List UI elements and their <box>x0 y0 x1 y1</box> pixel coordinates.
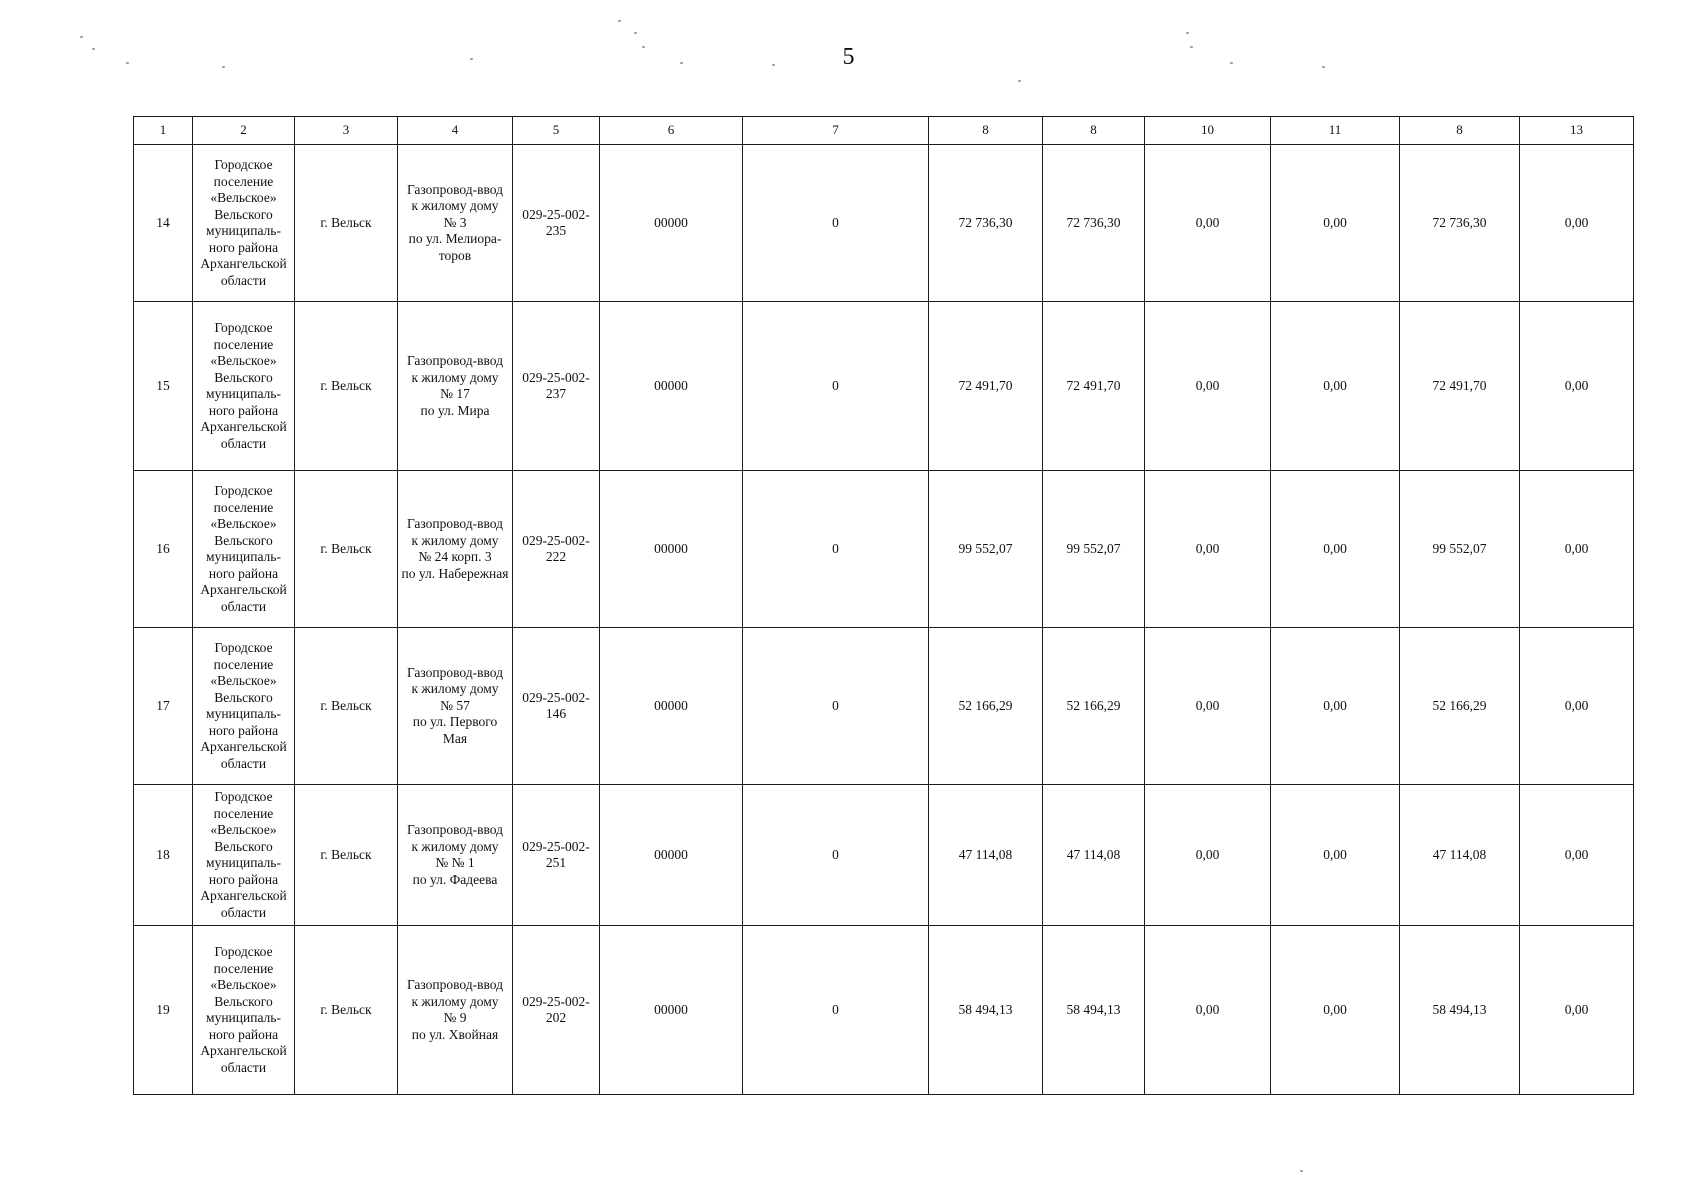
col7-cell: 0 <box>743 302 929 471</box>
amount-cell: 0,00 <box>1271 926 1400 1095</box>
amount-cell: 99 552,07 <box>1400 471 1520 628</box>
city-cell: г. Вельск <box>295 145 398 302</box>
amount-cell: 0,00 <box>1145 471 1271 628</box>
col7-cell: 0 <box>743 628 929 785</box>
owner-cell: Городское поселение «Вельское» Вельского муниципаль- ного района Архангельской области <box>193 785 295 926</box>
row-number: 17 <box>134 628 193 785</box>
code-cell: 029-25-002- 237 <box>513 302 600 471</box>
amount-cell: 0,00 <box>1271 785 1400 926</box>
table-row <box>134 926 1634 1095</box>
amount-cell: 0,00 <box>1520 628 1634 785</box>
column-number-row <box>134 117 1634 145</box>
amount-cell: 0,00 <box>1145 302 1271 471</box>
scan-speck <box>618 20 621 22</box>
row-number: 16 <box>134 471 193 628</box>
table-row <box>134 628 1634 785</box>
code-cell: 029-25-002- 222 <box>513 471 600 628</box>
column-number: 10 <box>1145 117 1271 145</box>
column-number: 6 <box>600 117 743 145</box>
amount-cell: 58 494,13 <box>1400 926 1520 1095</box>
city-cell: г. Вельск <box>295 785 398 926</box>
col7-cell: 0 <box>743 471 929 628</box>
owner-cell: Городское поселение «Вельское» Вельского муниципаль- ного района Архангельской области <box>193 302 295 471</box>
col7-cell: 0 <box>743 926 929 1095</box>
amount-cell: 47 114,08 <box>1043 785 1145 926</box>
city-cell: г. Вельск <box>295 302 398 471</box>
owner-cell: Городское поселение «Вельское» Вельского муниципаль- ного района Архангельской области <box>193 628 295 785</box>
row-number: 18 <box>134 785 193 926</box>
col7-cell: 0 <box>743 145 929 302</box>
city-cell: г. Вельск <box>295 471 398 628</box>
col6-cell: 00000 <box>600 926 743 1095</box>
code-cell: 029-25-002- 235 <box>513 145 600 302</box>
col6-cell: 00000 <box>600 471 743 628</box>
amount-cell: 0,00 <box>1271 628 1400 785</box>
amount-cell: 0,00 <box>1520 145 1634 302</box>
object-cell: Газопровод-ввод к жилому дому № № 1 по ул. Фадеева <box>398 785 513 926</box>
object-cell: Газопровод-ввод к жилому дому № 24 корп. 3 по ул. Набережная <box>398 471 513 628</box>
amount-cell: 47 114,08 <box>1400 785 1520 926</box>
owner-cell: Городское поселение «Вельское» Вельского муниципаль- ного района Архангельской области <box>193 926 295 1095</box>
amount-cell: 0,00 <box>1520 471 1634 628</box>
amount-cell: 47 114,08 <box>929 785 1043 926</box>
amount-cell: 0,00 <box>1520 926 1634 1095</box>
col6-cell: 00000 <box>600 785 743 926</box>
object-cell: Газопровод-ввод к жилому дому № 17 по ул. Мира <box>398 302 513 471</box>
scan-speck <box>1018 80 1021 82</box>
col6-cell: 00000 <box>600 302 743 471</box>
col7-cell: 0 <box>743 785 929 926</box>
amount-cell: 52 166,29 <box>1400 628 1520 785</box>
amount-cell: 0,00 <box>1271 145 1400 302</box>
amount-cell: 0,00 <box>1145 785 1271 926</box>
amount-cell: 72 491,70 <box>1400 302 1520 471</box>
city-cell: г. Вельск <box>295 628 398 785</box>
column-number: 8 <box>929 117 1043 145</box>
row-number: 19 <box>134 926 193 1095</box>
table-row <box>134 145 1634 302</box>
column-number: 8 <box>1043 117 1145 145</box>
column-number: 4 <box>398 117 513 145</box>
column-number: 8 <box>1400 117 1520 145</box>
col6-cell: 00000 <box>600 628 743 785</box>
column-number: 11 <box>1271 117 1400 145</box>
amount-cell: 52 166,29 <box>929 628 1043 785</box>
scan-speck <box>1186 32 1189 34</box>
owner-cell: Городское поселение «Вельское» Вельского муниципаль- ного района Архангельской области <box>193 471 295 628</box>
register-table <box>133 116 1634 1095</box>
page-number: 5 <box>842 44 855 70</box>
table-row <box>134 471 1634 628</box>
amount-cell: 0,00 <box>1271 471 1400 628</box>
amount-cell: 58 494,13 <box>1043 926 1145 1095</box>
column-number: 5 <box>513 117 600 145</box>
scan-speck <box>634 32 637 34</box>
column-number: 3 <box>295 117 398 145</box>
object-cell: Газопровод-ввод к жилому дому № 57 по ул. Первого Мая <box>398 628 513 785</box>
code-cell: 029-25-002- 251 <box>513 785 600 926</box>
amount-cell: 0,00 <box>1145 926 1271 1095</box>
amount-cell: 0,00 <box>1145 145 1271 302</box>
amount-cell: 72 736,30 <box>929 145 1043 302</box>
column-number: 13 <box>1520 117 1634 145</box>
scan-speck <box>80 36 83 38</box>
scan-speck <box>1300 1170 1303 1172</box>
code-cell: 029-25-002- 202 <box>513 926 600 1095</box>
amount-cell: 0,00 <box>1145 628 1271 785</box>
column-number: 2 <box>193 117 295 145</box>
column-number: 7 <box>743 117 929 145</box>
amount-cell: 58 494,13 <box>929 926 1043 1095</box>
object-cell: Газопровод-ввод к жилому дому № 3 по ул. Мелиора- торов <box>398 145 513 302</box>
amount-cell: 0,00 <box>1520 302 1634 471</box>
amount-cell: 72 736,30 <box>1043 145 1145 302</box>
table-row <box>134 302 1634 471</box>
code-cell: 029-25-002- 146 <box>513 628 600 785</box>
amount-cell: 0,00 <box>1520 785 1634 926</box>
col6-cell: 00000 <box>600 145 743 302</box>
city-cell: г. Вельск <box>295 926 398 1095</box>
amount-cell: 99 552,07 <box>929 471 1043 628</box>
amount-cell: 72 491,70 <box>1043 302 1145 471</box>
amount-cell: 0,00 <box>1271 302 1400 471</box>
object-cell: Газопровод-ввод к жилому дому № 9 по ул. Хвойная <box>398 926 513 1095</box>
amount-cell: 99 552,07 <box>1043 471 1145 628</box>
amount-cell: 72 491,70 <box>929 302 1043 471</box>
row-number: 14 <box>134 145 193 302</box>
table-row <box>134 785 1634 926</box>
amount-cell: 52 166,29 <box>1043 628 1145 785</box>
amount-cell: 72 736,30 <box>1400 145 1520 302</box>
row-number: 15 <box>134 302 193 471</box>
owner-cell: Городское поселение «Вельское» Вельского муниципаль- ного района Архангельской области <box>193 145 295 302</box>
column-number: 1 <box>134 117 193 145</box>
